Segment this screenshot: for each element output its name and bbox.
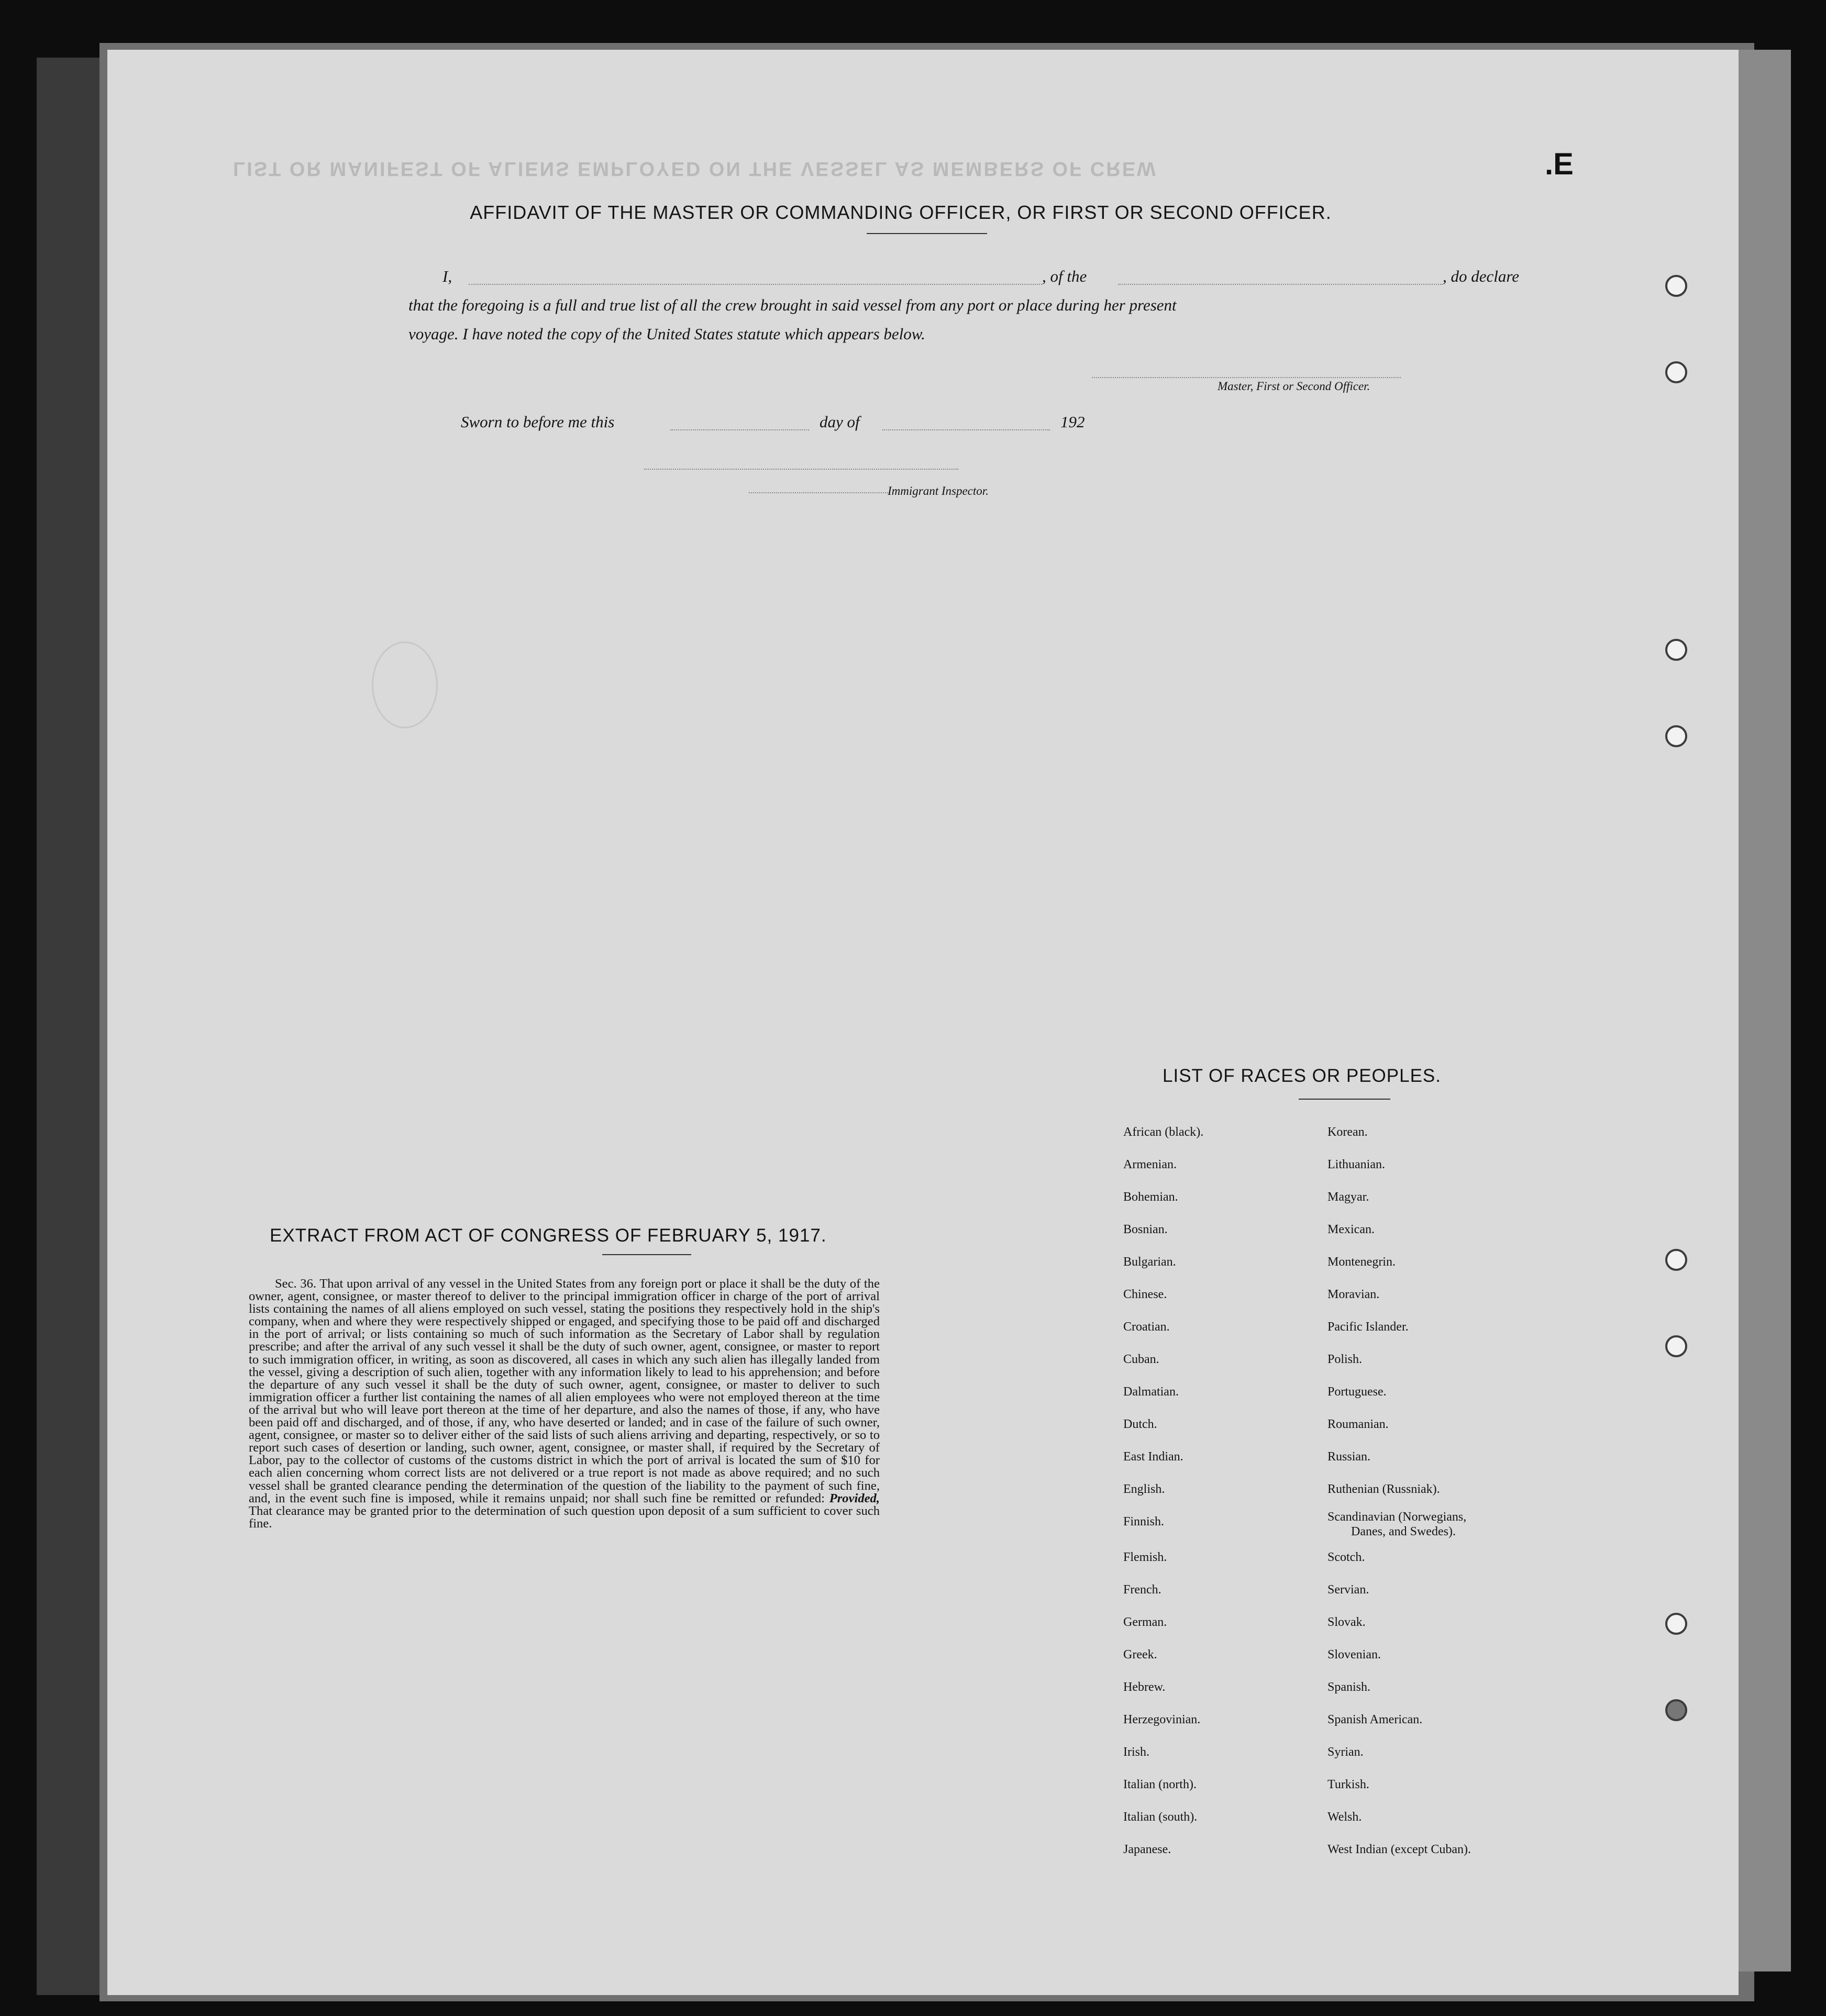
race-col1-item: Croatian. bbox=[1123, 1320, 1170, 1334]
race-col2-item: Magyar. bbox=[1327, 1190, 1369, 1204]
affidavit-line-2: that the foregoing is a full and true list of all the crew brought in said vessel from any port or place during her present bbox=[408, 296, 1177, 314]
race-col2-item: Moravian. bbox=[1327, 1288, 1380, 1301]
race-col1-item: Greek. bbox=[1123, 1648, 1157, 1661]
race-col2-item: Pacific Islander. bbox=[1327, 1320, 1409, 1334]
inspector-signature-blank bbox=[644, 469, 958, 470]
document-page bbox=[107, 50, 1739, 1995]
race-col2-item: Spanish American. bbox=[1327, 1713, 1423, 1726]
race-col2-item: Roumanian. bbox=[1327, 1417, 1389, 1431]
bleed-through-text: LIST OR MANIFEST OF ALIENS EMPLOYED ON THE VESSEL AS MEMBERS OF CREW bbox=[233, 158, 1157, 180]
affidavit-do-declare: , do declare bbox=[1443, 267, 1520, 285]
punch-hole bbox=[1665, 725, 1687, 747]
race-col2-item: Welsh. bbox=[1327, 1810, 1362, 1824]
statute-body: That upon arrival of any vessel in the United States from any foreign port or place it shall be the duty of the owner, agent, consignee, or master thereof to deliver to the principal immigration officer in charge of the port of arrival lists containing the names of all aliens employed on such vessel, stating the positions they respectively hold in the ship's company, when and where they were respectively shipped or engaged, and specifying those to be paid off and discharged in the port of arrival; or lists containing so much of such information as the Secretary of Labor shall by regulation prescribe; and after the arrival of any such vessel it shall be the duty of such owner, agent, consignee, or master to report to such immigration officer, in writing, as soon as discovered, all cases in which any such alien has illegally landed from the vessel, giving a description of such alien, together with any information likely to lead to his apprehension; and before the departure of any such vessel it shall be the duty of such owner, agent, consignee, or master to deliver to such immigration officer a further list containing the names of all alien employees who were not employed thereon at the time of the arrival but who will leave port thereon at the time of her departure, and also the names of those, if any, who have been paid off and discharged, and of those, if any, who have deserted or landed; and in case of the failure of such owner, agent, consignee, or master so to deliver either of the said lists of such aliens arriving and departing, respectively, or so to report such cases of desertion or landing, such owner, agent, consignee, or master shall, if required by the Secretary of Labor, pay to the collector of customs of the customs district in which the port of arrival is located the sum of $10 for each alien concerning whom correct lists are not delivered or a true report is not made as above required; and no such vessel shall be granted clearance pending the determination of the question of the liability to the payment of such fine, and, in the event such fine is imposed, while it remains unpaid; nor shall such fine be remitted or refunded: bbox=[249, 1277, 880, 1505]
race-col2-item: Montenegrin. bbox=[1327, 1255, 1396, 1269]
title-rule bbox=[867, 233, 987, 234]
month-blank bbox=[882, 429, 1050, 430]
race-col1-item: German. bbox=[1123, 1615, 1167, 1629]
race-col2-item: Korean. bbox=[1327, 1125, 1368, 1139]
left-binding-strip bbox=[37, 58, 105, 1995]
race-col1-item: Irish. bbox=[1123, 1745, 1149, 1759]
punch-hole bbox=[1665, 275, 1687, 297]
race-col2-item: Slovak. bbox=[1327, 1615, 1366, 1629]
race-col1-item: Italian (north). bbox=[1123, 1778, 1197, 1791]
race-col2-item: Ruthenian (Russniak). bbox=[1327, 1482, 1440, 1496]
race-col2-item: Spanish. bbox=[1327, 1680, 1371, 1694]
punch-hole bbox=[1665, 1699, 1687, 1721]
race-col2-item: Portuguese. bbox=[1327, 1385, 1387, 1399]
race-col1-item: Herzegovinian. bbox=[1123, 1713, 1201, 1726]
race-col1-item: Japanese. bbox=[1123, 1843, 1171, 1856]
affidavit-line-3: voyage. I have noted the copy of the United States statute which appears below. bbox=[408, 325, 925, 343]
affidavit-of-the: , of the bbox=[1042, 267, 1087, 285]
statute-text-block bbox=[249, 1278, 880, 1530]
race-col1-item: Italian (south). bbox=[1123, 1810, 1198, 1824]
races-rule bbox=[1299, 1099, 1390, 1100]
race-col1-item: English. bbox=[1123, 1482, 1165, 1496]
race-col2-item: Slovenian. bbox=[1327, 1648, 1381, 1661]
sworn-label: Sworn to before me this bbox=[461, 413, 615, 431]
race-col2-item-continuation: Danes, and Swedes). bbox=[1351, 1525, 1456, 1538]
race-col1-item: Dalmatian. bbox=[1123, 1385, 1179, 1399]
race-col1-item: Cuban. bbox=[1123, 1353, 1159, 1366]
race-col2-item: Mexican. bbox=[1327, 1223, 1375, 1236]
race-col1-item: Armenian. bbox=[1123, 1158, 1177, 1171]
race-col1-item: Hebrew. bbox=[1123, 1680, 1166, 1694]
extract-rule bbox=[602, 1254, 691, 1255]
punch-hole bbox=[1665, 1335, 1687, 1357]
statute-section-label: Sec. 36. bbox=[275, 1277, 317, 1291]
race-col2-item: Scotch. bbox=[1327, 1550, 1365, 1564]
affidavit-title: AFFIDAVIT OF THE MASTER OR COMMANDING OFFICER, OR FIRST OR SECOND OFFICER. bbox=[470, 202, 1332, 223]
day-of-label: day of bbox=[820, 413, 860, 431]
inspector-blank bbox=[749, 492, 890, 493]
race-col2-item: West Indian (except Cuban). bbox=[1327, 1843, 1471, 1856]
affidavit-i-label: I, bbox=[442, 267, 452, 285]
race-col1-item: French. bbox=[1123, 1583, 1161, 1597]
extract-title: EXTRACT FROM ACT OF CONGRESS OF FEBRUARY 5, 1917. bbox=[270, 1225, 827, 1246]
race-col1-item: Chinese. bbox=[1123, 1288, 1167, 1301]
race-col1-item: Bulgarian. bbox=[1123, 1255, 1176, 1269]
race-col1-item: African (black). bbox=[1123, 1125, 1204, 1139]
punch-hole bbox=[1665, 1613, 1687, 1635]
race-col2-item: Servian. bbox=[1327, 1583, 1369, 1597]
statute-paragraph bbox=[249, 1278, 880, 1530]
year-prefix: 192 bbox=[1060, 413, 1085, 431]
punch-hole bbox=[1665, 1249, 1687, 1271]
punch-hole bbox=[1665, 639, 1687, 661]
day-blank bbox=[670, 429, 809, 430]
race-col2-item: Polish. bbox=[1327, 1353, 1363, 1366]
race-col1-item: Finnish. bbox=[1123, 1515, 1165, 1528]
vessel-blank bbox=[1118, 284, 1443, 285]
statute-provided: Provided, bbox=[829, 1491, 880, 1505]
race-col1-item: East Indian. bbox=[1123, 1450, 1183, 1464]
name-blank bbox=[469, 284, 1042, 285]
signature-blank bbox=[1092, 377, 1401, 378]
races-title: LIST OF RACES OR PEOPLES. bbox=[1163, 1066, 1442, 1086]
punch-hole bbox=[1665, 361, 1687, 383]
faint-stamp bbox=[372, 641, 438, 728]
race-col2-item: Turkish. bbox=[1327, 1778, 1369, 1791]
race-col2-item: Lithuanian. bbox=[1327, 1158, 1385, 1171]
signature-caption: Master, First or Second Officer. bbox=[1218, 380, 1370, 393]
race-col1-item: Flemish. bbox=[1123, 1550, 1167, 1564]
inspector-caption: Immigrant Inspector. bbox=[888, 484, 989, 497]
race-col1-item: Dutch. bbox=[1123, 1417, 1157, 1431]
statute-tail: That clearance may be granted prior to the determination of such question upon deposit of a sum sufficient to cover such fine. bbox=[249, 1503, 880, 1531]
race-col2-item: Russian. bbox=[1327, 1450, 1371, 1464]
race-col2-item: Scandinavian (Norwegians, bbox=[1327, 1510, 1467, 1524]
race-col1-item: Bosnian. bbox=[1123, 1223, 1168, 1236]
corner-mark: .E bbox=[1545, 147, 1574, 181]
race-col1-item: Bohemian. bbox=[1123, 1190, 1178, 1204]
race-col2-item: Syrian. bbox=[1327, 1745, 1364, 1759]
